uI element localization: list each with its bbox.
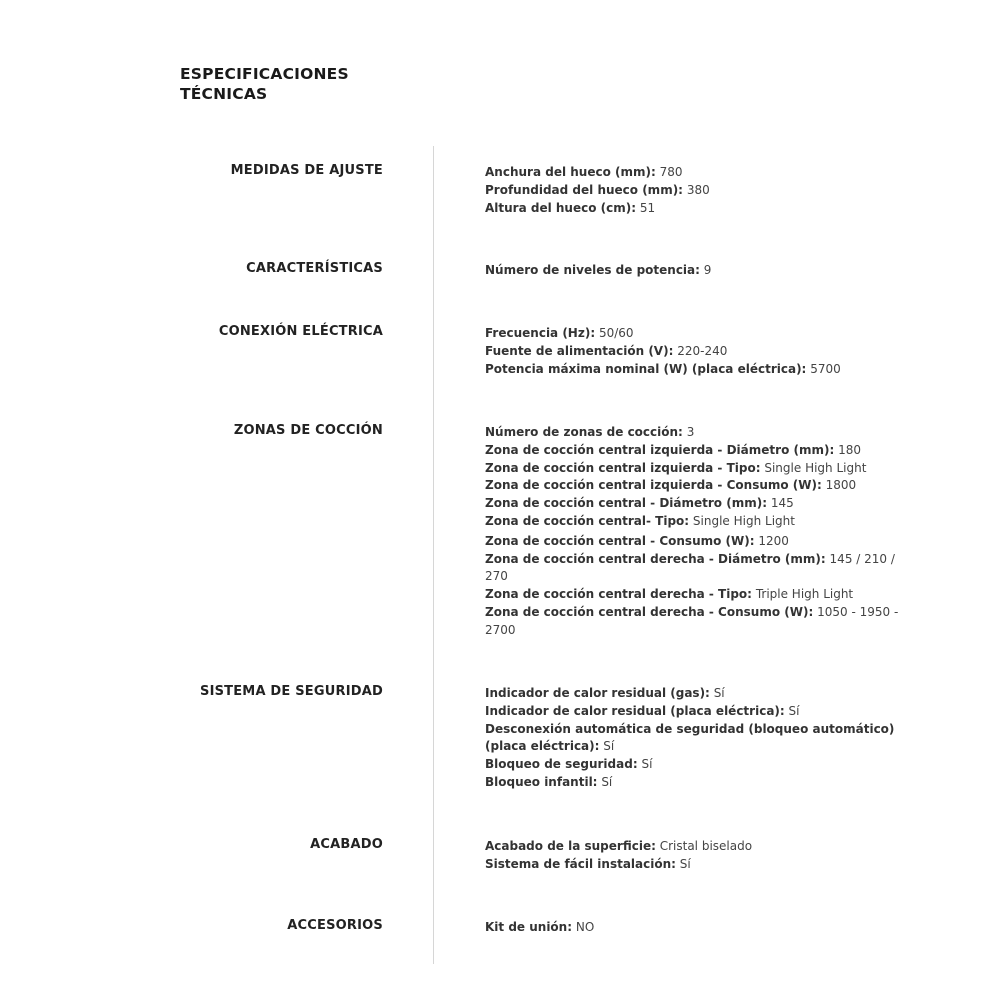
spec-value: 380 xyxy=(686,182,710,197)
spec-key: Zona de cocción central izquierda - Tipo: xyxy=(485,460,761,475)
spec-key: Indicador de calor residual (placa eléctrica): xyxy=(485,703,785,718)
spec-value: Sí xyxy=(641,757,653,772)
spec-key: Zona de cocción central - Consumo (W): xyxy=(485,533,755,548)
spec-key: Desconexión automática de seguridad (bloqueo automático) (placa eléctrica): xyxy=(485,721,895,754)
spec-value: Sí xyxy=(788,703,800,718)
spec-key: Kit de unión: xyxy=(485,920,573,934)
spec-item xyxy=(485,551,905,587)
spec-value: Sí xyxy=(601,774,613,789)
spec-item xyxy=(485,533,905,551)
spec-value: Sí xyxy=(713,686,725,700)
section-label: ACABADO xyxy=(310,837,383,852)
spec-item xyxy=(485,200,905,218)
spec-item xyxy=(485,442,905,460)
spec-value: 3 xyxy=(686,425,695,439)
spec-key: Número de zonas de cocción: xyxy=(485,425,683,439)
spec-value: Single High Light xyxy=(764,460,867,475)
spec-key: Bloqueo infantil: xyxy=(485,774,598,789)
spec-key: Anchura del hueco (mm): xyxy=(485,165,656,179)
spec-list xyxy=(485,262,905,280)
spec-key: Bloqueo de seguridad: xyxy=(485,757,638,772)
spec-value: 145 / 210 / 270 xyxy=(485,551,895,584)
spec-item xyxy=(485,343,905,361)
spec-value: NO xyxy=(575,920,595,934)
spec-key: Zona de cocción central izquierda - Diámetro (mm): xyxy=(485,442,835,457)
spec-list xyxy=(485,919,905,937)
spec-key: Número de niveles de potencia: xyxy=(485,263,700,277)
section-label: CARACTERÍSTICAS xyxy=(246,261,383,276)
spec-value: 51 xyxy=(639,200,656,215)
section-label: ZONAS DE COCCIÓN xyxy=(233,423,383,438)
spec-value: 180 xyxy=(838,442,861,457)
spec-list xyxy=(485,424,905,640)
page-title-line-2: TÉCNICAS xyxy=(180,85,268,103)
spec-item xyxy=(485,919,905,937)
spec-value: 9 xyxy=(703,263,712,277)
spec-value: 50/60 xyxy=(598,326,634,340)
spec-key: Altura del hueco (cm): xyxy=(485,200,637,215)
spec-item xyxy=(485,586,905,604)
column-divider xyxy=(433,146,434,964)
spec-value: Cristal biselado xyxy=(659,839,753,853)
spec-item xyxy=(485,703,905,721)
spec-key: Profundidad del hueco (mm): xyxy=(485,182,683,197)
spec-key: Fuente de alimentación (V): xyxy=(485,343,674,358)
spec-item xyxy=(485,262,905,280)
spec-item xyxy=(485,361,905,379)
spec-key: Potencia máxima nominal (W) (placa eléctrica): xyxy=(485,361,807,376)
spec-value: 780 xyxy=(659,165,683,179)
spec-item xyxy=(485,838,905,856)
spec-key: Acabado de la superficie: xyxy=(485,839,656,853)
spec-list xyxy=(485,685,905,792)
spec-value: 1050 - 1950 - 2700 xyxy=(485,604,899,637)
section-label: CONEXIÓN ELÉCTRICA xyxy=(218,324,383,339)
spec-key: Frecuencia (Hz): xyxy=(485,326,596,340)
spec-value: 1200 xyxy=(758,533,789,548)
spec-value: 1800 xyxy=(825,478,857,493)
spec-item xyxy=(485,460,905,478)
section-label: SISTEMA DE SEGURIDAD xyxy=(200,684,383,699)
spec-item xyxy=(485,325,905,343)
spec-key: Zona de cocción central derecha - Consumo (W): xyxy=(485,604,814,619)
spec-value: Sí xyxy=(679,856,691,871)
spec-item xyxy=(485,477,905,495)
spec-item xyxy=(485,495,905,513)
spec-item xyxy=(485,513,905,531)
spec-item xyxy=(485,424,905,442)
spec-key: Zona de cocción central - Diámetro (mm): xyxy=(485,496,767,511)
page-title-line-1: ESPECIFICACIONES xyxy=(180,65,349,83)
spec-list xyxy=(485,325,905,378)
spec-item xyxy=(485,774,905,792)
page-title xyxy=(180,64,349,104)
section-label: MEDIDAS DE AJUSTE xyxy=(230,163,383,178)
spec-item xyxy=(485,756,905,774)
spec-key: Sistema de fácil instalación: xyxy=(485,856,676,871)
spec-value: Single High Light xyxy=(692,513,795,528)
spec-key: Zona de cocción central- Tipo: xyxy=(485,513,690,528)
spec-item xyxy=(485,685,905,703)
spec-value: 5700 xyxy=(810,361,841,376)
spec-value: 220-240 xyxy=(677,343,728,358)
spec-item xyxy=(485,164,905,182)
spec-item xyxy=(485,182,905,200)
spec-item xyxy=(485,856,905,874)
spec-key: Zona de cocción central derecha - Tipo: xyxy=(485,587,752,602)
spec-list xyxy=(485,164,905,217)
spec-list xyxy=(485,838,905,874)
spec-key: Zona de cocción central derecha - Diámetro (mm): xyxy=(485,551,826,566)
section-label: ACCESORIOS xyxy=(287,918,383,933)
spec-value: Triple High Light xyxy=(755,587,854,602)
spec-item xyxy=(485,604,905,640)
spec-item xyxy=(485,721,905,757)
spec-key: Zona de cocción central izquierda - Consumo (W): xyxy=(485,478,822,493)
spec-key: Indicador de calor residual (gas): xyxy=(485,686,710,700)
spec-value: Sí xyxy=(603,739,615,754)
spec-value: 145 xyxy=(770,496,794,511)
